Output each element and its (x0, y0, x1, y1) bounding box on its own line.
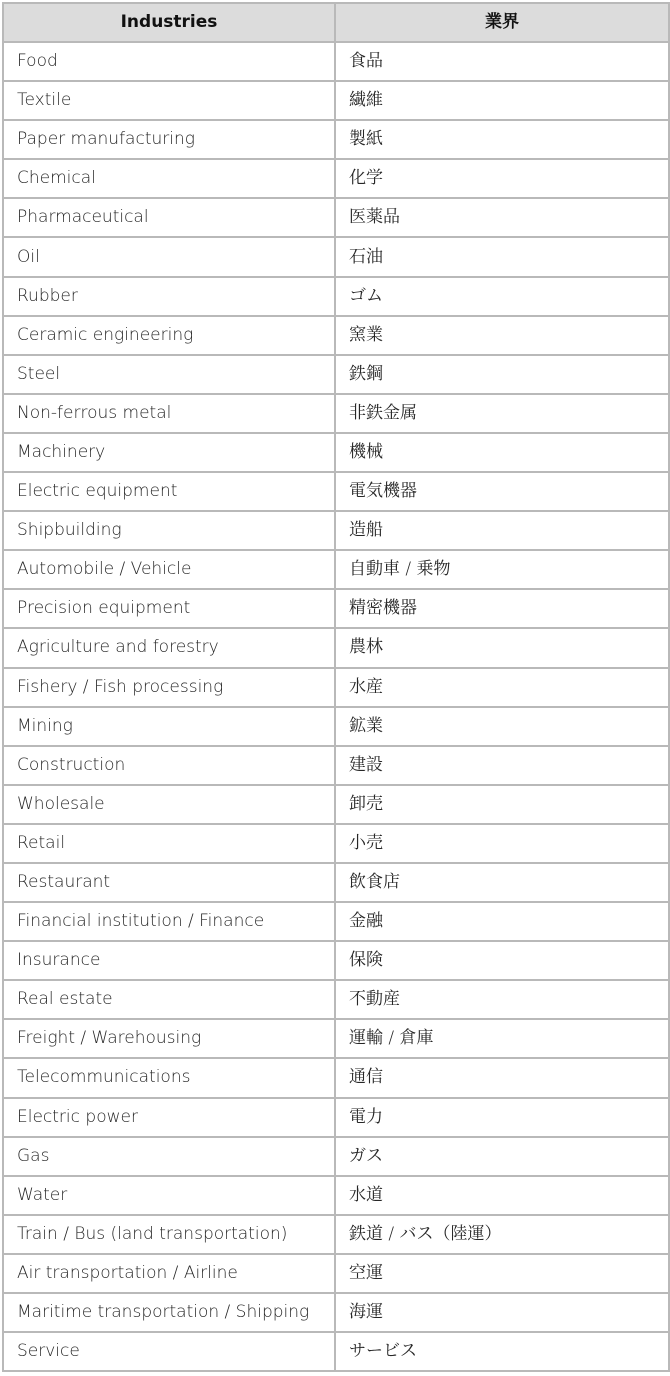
industry-name-en: Chemical (3, 159, 335, 198)
industry-name-ja: 金融 (335, 902, 669, 941)
table-row (3, 1098, 669, 1137)
industry-name-en: Water (3, 1176, 335, 1215)
industry-name-ja: 電力 (335, 1098, 669, 1137)
industry-name-en: Construction (3, 746, 335, 785)
table-row (3, 824, 669, 863)
industry-name-en: Textile (3, 81, 335, 120)
industry-name-en: Ceramic engineering (3, 316, 335, 355)
industry-name-ja: 不動産 (335, 980, 669, 1019)
table-row (3, 785, 669, 824)
industry-name-ja: 鉄道 / バス（陸運） (335, 1215, 669, 1254)
industry-name-en: Insurance (3, 941, 335, 980)
industry-name-en: Train / Bus (land transportation) (3, 1215, 335, 1254)
industry-name-ja: 窯業 (335, 316, 669, 355)
industry-name-en: Real estate (3, 980, 335, 1019)
industry-name-ja: 自動車 / 乗物 (335, 550, 669, 589)
table-row (3, 628, 669, 667)
industry-name-en: Oil (3, 237, 335, 276)
industry-name-ja: 海運 (335, 1293, 669, 1332)
industry-name-en: Paper manufacturing (3, 120, 335, 159)
industry-name-ja: 水道 (335, 1176, 669, 1215)
industry-name-ja: 建設 (335, 746, 669, 785)
header-industries: Industries (3, 3, 335, 42)
industry-name-en: Restaurant (3, 863, 335, 902)
industry-name-ja: 運輸 / 倉庫 (335, 1019, 669, 1058)
industry-name-en: Service (3, 1332, 335, 1371)
industry-name-en: Pharmaceutical (3, 198, 335, 237)
table-row (3, 980, 669, 1019)
table-row (3, 159, 669, 198)
industry-name-ja: 飲食店 (335, 863, 669, 902)
header-gyoukai: 業界 (335, 3, 669, 42)
table-row (3, 863, 669, 902)
industry-name-ja: 造船 (335, 511, 669, 550)
table-row (3, 237, 669, 276)
table-row (3, 472, 669, 511)
table-row (3, 394, 669, 433)
industry-name-en: Agriculture and forestry (3, 628, 335, 667)
industry-name-en: Electric equipment (3, 472, 335, 511)
table-body (3, 42, 669, 1371)
table-row (3, 1254, 669, 1293)
table-row (3, 1019, 669, 1058)
industry-name-ja: ガス (335, 1137, 669, 1176)
industry-name-en: Financial institution / Finance (3, 902, 335, 941)
industry-name-ja: 非鉄金属 (335, 394, 669, 433)
industry-name-ja: 保険 (335, 941, 669, 980)
industry-name-en: Electric power (3, 1098, 335, 1137)
industry-name-ja: 鉱業 (335, 707, 669, 746)
table-row (3, 941, 669, 980)
industry-name-ja: 製紙 (335, 120, 669, 159)
industry-name-en: Gas (3, 1137, 335, 1176)
table-row (3, 1293, 669, 1332)
industry-name-ja: 精密機器 (335, 589, 669, 628)
table-row (3, 511, 669, 550)
industry-name-en: Automobile / Vehicle (3, 550, 335, 589)
table-row (3, 198, 669, 237)
industry-name-ja: ゴム (335, 277, 669, 316)
table-row (3, 746, 669, 785)
table-row (3, 433, 669, 472)
table-row (3, 277, 669, 316)
industry-name-ja: 空運 (335, 1254, 669, 1293)
industry-name-en: Freight / Warehousing (3, 1019, 335, 1058)
industry-name-ja: 小売 (335, 824, 669, 863)
industry-name-ja: 卸売 (335, 785, 669, 824)
industry-name-ja: 電気機器 (335, 472, 669, 511)
industry-name-ja: 鉄鋼 (335, 355, 669, 394)
industry-name-en: Retail (3, 824, 335, 863)
industry-name-ja: 通信 (335, 1058, 669, 1097)
industry-name-en: Maritime transportation / Shipping (3, 1293, 335, 1332)
industry-name-ja: 機械 (335, 433, 669, 472)
industry-name-en: Telecommunications (3, 1058, 335, 1097)
industry-name-en: Steel (3, 355, 335, 394)
table-row (3, 589, 669, 628)
industry-name-ja: 水産 (335, 668, 669, 707)
table-row (3, 902, 669, 941)
industry-name-ja: 化学 (335, 159, 669, 198)
table-row (3, 1058, 669, 1097)
industry-name-ja: 農林 (335, 628, 669, 667)
table-row (3, 668, 669, 707)
table-row (3, 1176, 669, 1215)
industry-name-en: Non-ferrous metal (3, 394, 335, 433)
industry-name-en: Rubber (3, 277, 335, 316)
industries-table-container (2, 2, 668, 1372)
industry-name-ja: サービス (335, 1332, 669, 1371)
industry-name-en: Food (3, 42, 335, 81)
table-row (3, 1332, 669, 1371)
industry-name-en: Precision equipment (3, 589, 335, 628)
table-row (3, 707, 669, 746)
industry-name-ja: 繊維 (335, 81, 669, 120)
industry-name-ja: 食品 (335, 42, 669, 81)
table-row (3, 355, 669, 394)
industry-name-en: Wholesale (3, 785, 335, 824)
industry-name-en: Shipbuilding (3, 511, 335, 550)
industry-name-en: Air transportation / Airline (3, 1254, 335, 1293)
table-row (3, 550, 669, 589)
industry-name-en: Machinery (3, 433, 335, 472)
table-row (3, 1137, 669, 1176)
industry-name-ja: 石油 (335, 237, 669, 276)
industries-table (2, 2, 670, 1372)
industry-name-ja: 医薬品 (335, 198, 669, 237)
table-row (3, 81, 669, 120)
table-header-row (3, 3, 669, 42)
table-row (3, 316, 669, 355)
industry-name-en: Fishery / Fish processing (3, 668, 335, 707)
table-row (3, 42, 669, 81)
table-row (3, 1215, 669, 1254)
table-row (3, 120, 669, 159)
industry-name-en: Mining (3, 707, 335, 746)
